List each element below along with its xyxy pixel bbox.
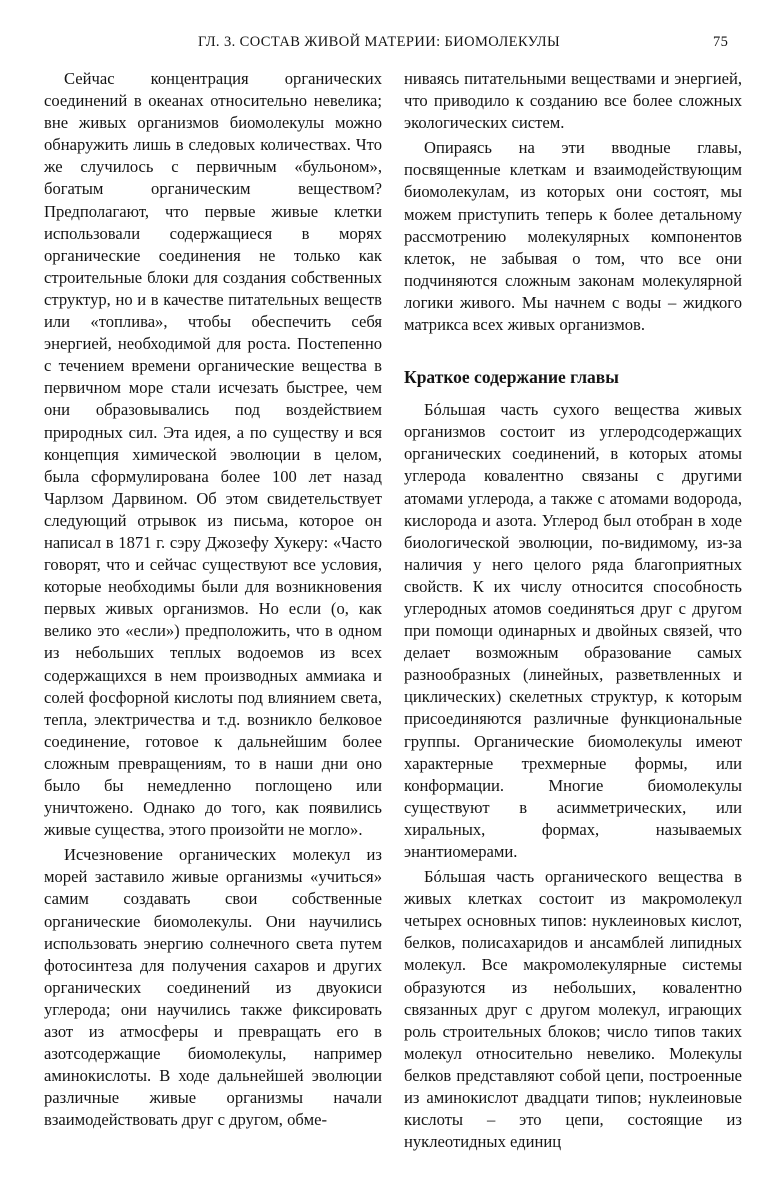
- body-paragraph: Сейчас концентрация органических соединений в океанах относительно невелика; вне живых организмов биомолекулы можно обнаружить лишь в следовых количествах. Что же случилось с первичным «бульоном», богатым органическим веществом? Предполагают, что первые живые клетки использовали содержащиеся в морях органические соединения не только как строительные блоки для создания собственных структур, но и в качестве питательных веществ или «топлива», чтобы обеспечить себя энергией, необходимой для роста. Постепенно с течением времени органические вещества в первичном море стали исчезать быстрее, чем они образовывались под воздействием природных сил. Эта идея, а по существу и вся концепция химической эволюции в целом, была сформулирована более 100 лет назад Чарлзом Дарвином. Об этом свидетельствует следующий отрывок из письма, которое он написал в 1871 г. сэру Джозефу Хукеру: «Часто говорят, что и сейчас существуют все условия, которые необходимы были для возникновения первых живых организмов. Но если (о, как велико это «если») предположить, что в одном из небольших теплых водоемов из всех содержащихся в нем производных аммиака и солей фосфорной кислоты под влиянием света, тепла, электричества и т.д. возникло белковое соединение, готовое к дальнейшим более сложным превращениям, то в наши дни оно было бы немедленно поглощено или уничтожено. Однако до того, как появились живые существа, этого произойти не могло».: [44, 69, 382, 840]
- summary-paragraph: Бóльшая часть органического вещества в живых клетках состоит из макромолекул четырех основных типов: нуклеиновых кислот, белков, полисахаридов и ансамблей липидных молекул. Все макромолекулярные системы образуются из небольших, ковалентно связанных друг с другом молекул, играющих роль строительных блоков; число типов таких молекул относительно невелико. Молекулы белков представляют собой цепи, построенные из аминокислот двадцати типов; нуклеиновые кислоты – это цепи, состоящие из нуклеотидных единиц: [404, 867, 742, 1152]
- summary-paragraph: Бóльшая часть сухого вещества живых организмов состоит из углеродсодержащих органических соединений, в которых атомы углерода ковалентно связаны с другими атомами углерода, а также с атомами водорода, кислорода и азота. Углерод был отобран в ходе биологической эволюции, по-видимому, из-за наличия у него целого ряда благоприятных свойств. К их числу относится способность углеродных атомов соединяться друг с другом при помощи одинарных и двойных связей, что делает возможным образование самых разнообразных (линейных, разветвленных и циклических) скелетных структур, к которым присоединяются различные функциональные группы. Органические биомолекулы имеют характерные трехмерные формы, или конформации. Многие биомолекулы существуют в асимметрических, или хиральных, формах, называемых энантиомерами.: [404, 400, 742, 861]
- section-heading: Краткое содержание главы: [404, 367, 619, 388]
- page-number: 75: [713, 34, 729, 50]
- body-paragraph: Исчезновение органических молекул из морей заставило живые организмы «учиться» самим создавать свои собственные органические биомолекулы. Они научились использовать энергию солнечного света путем фотосинтеза для получения сахаров и других органических соединений из двуокиси углерода; они научились также фиксировать азот из атмосферы и превращать его в азотсодержащие биомолекулы, например аминокислоты. В ходе дальнейшей эволюции различные живые организмы начали взаимодействовать друг с другом, обме-: [44, 845, 382, 1130]
- body-paragraph: Опираясь на эти вводные главы, посвященные клеткам и взаимодействующим биомолекулам, из которых они состоят, мы можем приступить теперь к более детальному рассмотрению молекулярных компонентов клеток, не забывая о том, что все они подчиняются сложным законам молекулярной логики живого. Мы начнем с воды – жидкого матрикса всех живых организмов.: [404, 138, 742, 335]
- continued-paragraph: ниваясь питательными веществами и энергией, что приводило к созданию все более сложных экологических систем.: [404, 69, 742, 133]
- left-column: [44, 68, 382, 1132]
- right-column: [404, 68, 742, 1153]
- chapter-title: ГЛ. 3. СОСТАВ ЖИВОЙ МАТЕРИИ: БИОМОЛЕКУЛЫ: [198, 34, 561, 50]
